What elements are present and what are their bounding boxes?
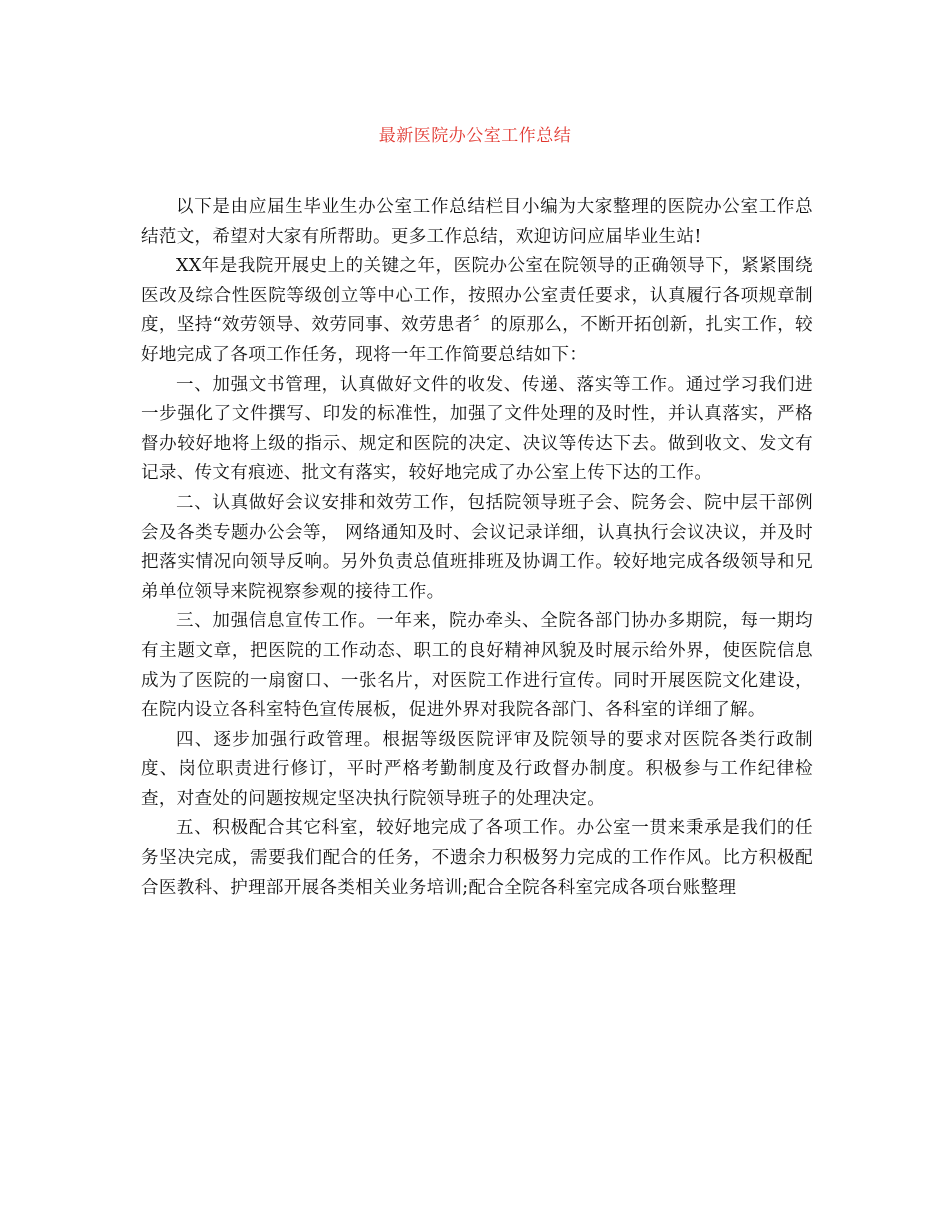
paragraph-section-1: 一、加强文书管理，认真做好文件的收发、传递、落实等工作。通过学习我们进一步强化了文件撰写、印发的标准性，加强了文件处理的及时性，并认真落实，严格督办较好地将上级的指示、规定和医院的决定、决议等传达下去。做到收文、发文有记录、传文有痕迹、批文有落实，较好地完成了办公室上传下达的工作。 bbox=[141, 374, 813, 484]
paragraph-section-5: 五、积极配合其它科室，较好地完成了各项工作。办公室一贯来秉承是我们的任务坚决完成，需要我们配合的任务，不遗余力积极努力完成的工作作风。比方积极配合医教科、护理部开展各类相关业务培训;配合全院各科室完成各项台账整理 bbox=[141, 818, 813, 898]
paragraph-section-3: 三、加强信息宣传工作。一年来，院办牵头、全院各部门协办多期院，每一期均有主题文章，把医院的工作动态、职工的良好精神风貌及时展示给外界，使医院信息成为了医院的一扇窗口、一张名片，对医院工作进行宣传。同时开展医院文化建设，在院内设立各科室特色宣传展板，促进外界对我院各部门、各科室的详细了解。 bbox=[141, 611, 813, 721]
paragraph-intro: 以下是由应届生毕业生办公室工作总结栏目小编为大家整理的医院办公室工作总结范文，希望对大家有所帮助。更多工作总结，欢迎访问应届毕业生站! bbox=[141, 197, 813, 247]
paragraph-section-2: 二、认真做好会议安排和效劳工作，包括院领导班子会、院务会、院中层干部例会及各类专题办公会等， 网络通知及时、会议记录详细，认真执行会议决议，并及时把落实情况向领导反响。另外负责总值班排班及协调工作。较好地完成各级领导和兄弟单位领导来院视察参观的接待工作。 bbox=[141, 492, 813, 602]
document-body bbox=[141, 193, 813, 903]
document-title: 最新医院办公室工作总结 bbox=[378, 126, 572, 146]
paragraph-section-4: 四、逐步加强行政管理。根据等级医院评审及院领导的要求对医院各类行政制度、岗位职责进行修订，平时严格考勤制度及行政督办制度。积极参与工作纪律检查，对查处的问题按规定坚决执行院领导班子的处理决定。 bbox=[141, 729, 813, 809]
paragraph-overview: XX年是我院开展史上的关键之年，医院办公室在院领导的正确领导下，紧紧围绕医改及综合性医院等级创立等中心工作，按照办公室责任要求，认真履行各项规章制度，坚持“效劳领导、效劳同事、效劳患者〞的原那么，不断开拓创新，扎实工作，较好地完成了各项工作任务，现将一年工作简要总结如下： bbox=[141, 256, 813, 365]
